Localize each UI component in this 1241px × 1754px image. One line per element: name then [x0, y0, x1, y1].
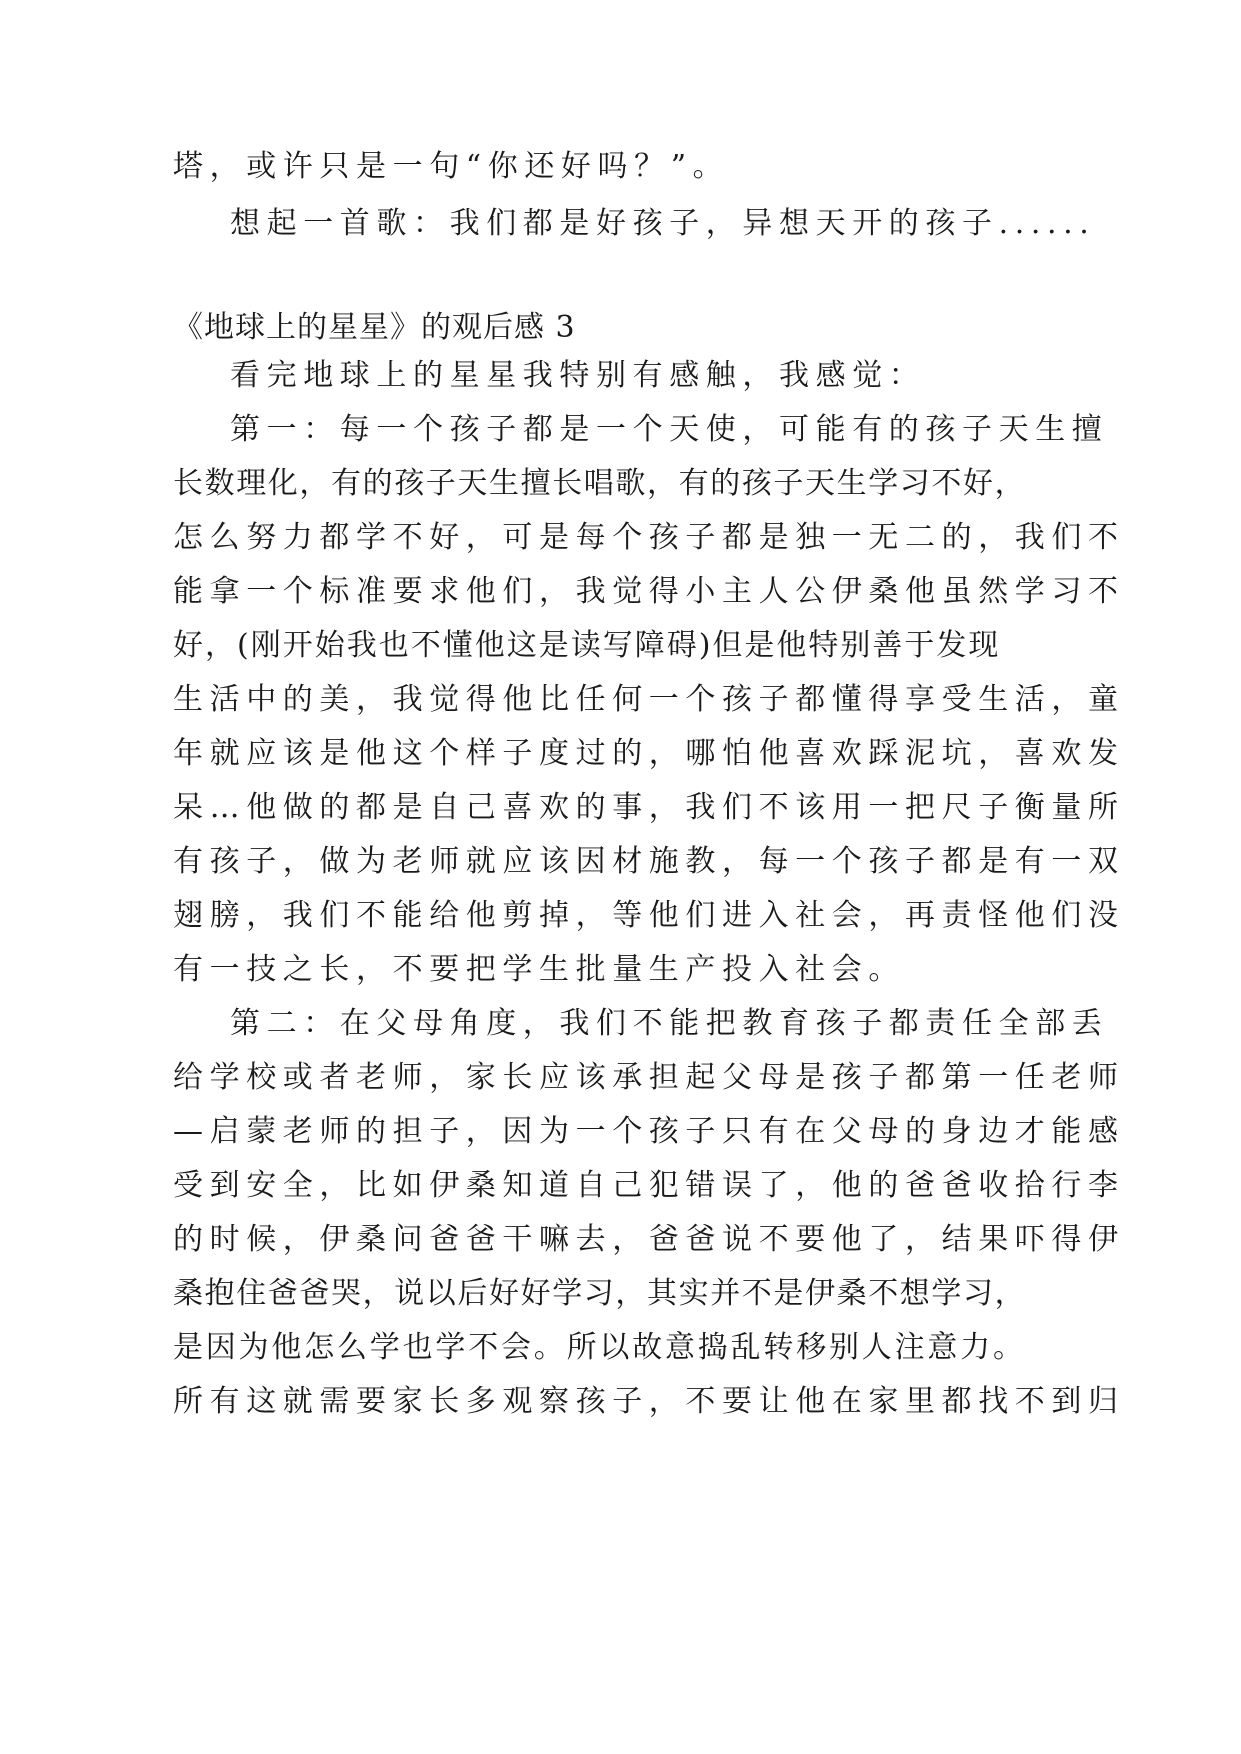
paragraph-line: 第一：每一个孩子都是一个天使，可能有的孩子天生擅: [230, 412, 1109, 447]
paragraph-line: 受到安全，比如伊桑知道自己犯错误了，他的爸爸收拾行李: [173, 1168, 1125, 1203]
paragraph-line: 好，(刚开始我也不懂他这是读写障碍)但是他特别善于发现: [173, 628, 1001, 663]
paragraph-line: 的时候，伊桑问爸爸干嘛去，爸爸说不要他了，结果吓得伊: [173, 1222, 1125, 1257]
paragraph-line: 想起一首歌：我们都是好孩子，异想天开的孩子......: [230, 206, 1096, 241]
paragraph-line: 呆…他做的都是自己喜欢的事，我们不该用一把尺子衡量所: [173, 790, 1125, 825]
paragraph-line: 能拿一个标准要求他们，我觉得小主人公伊桑他虽然学习不: [173, 574, 1125, 609]
section-heading: 《地球上的星星》的观后感 3: [173, 310, 576, 345]
paragraph-line: 长数理化，有的孩子天生擅长唱歌，有的孩子天生学习不好，: [173, 466, 1027, 501]
paragraph-line: 桑抱住爸爸哭，说以后好好学习，其实并不是伊桑不想学习，: [173, 1276, 1027, 1311]
paragraph-line: 翅膀，我们不能给他剪掉，等他们进入社会，再责怪他们没: [173, 898, 1125, 933]
paragraph-line: 塔，或许只是一句“你还好吗？”。: [173, 149, 730, 184]
paragraph-line: 看完地球上的星星我特别有感触，我感觉：: [230, 358, 926, 393]
paragraph-line: 有一技之长，不要把学生批量生产投入社会。: [173, 952, 905, 987]
paragraph-line: 第二：在父母角度，我们不能把教育孩子都责任全部丢: [230, 1006, 1109, 1041]
paragraph-line: 生活中的美，我觉得他比任何一个孩子都懂得享受生活，童: [173, 682, 1125, 717]
paragraph-line: 有孩子，做为老师就应该因材施教，每一个孩子都是有一双: [173, 844, 1125, 879]
paragraph-line: 给学校或者老师，家长应该承担起父母是孩子都第一任老师: [173, 1060, 1125, 1095]
paragraph-line: —启蒙老师的担子，因为一个孩子只有在父母的身边才能感: [173, 1114, 1125, 1149]
paragraph-line: 年就应该是他这个样子度过的，哪怕他喜欢踩泥坑，喜欢发: [173, 736, 1125, 771]
paragraph-line: 是因为他怎么学也学不会。所以故意捣乱转移别人注意力。: [173, 1330, 1026, 1365]
paragraph-line: 所有这就需要家长多观察孩子，不要让他在家里都找不到归: [173, 1384, 1125, 1419]
paragraph-line: 怎么努力都学不好，可是每个孩子都是独一无二的，我们不: [173, 520, 1125, 555]
